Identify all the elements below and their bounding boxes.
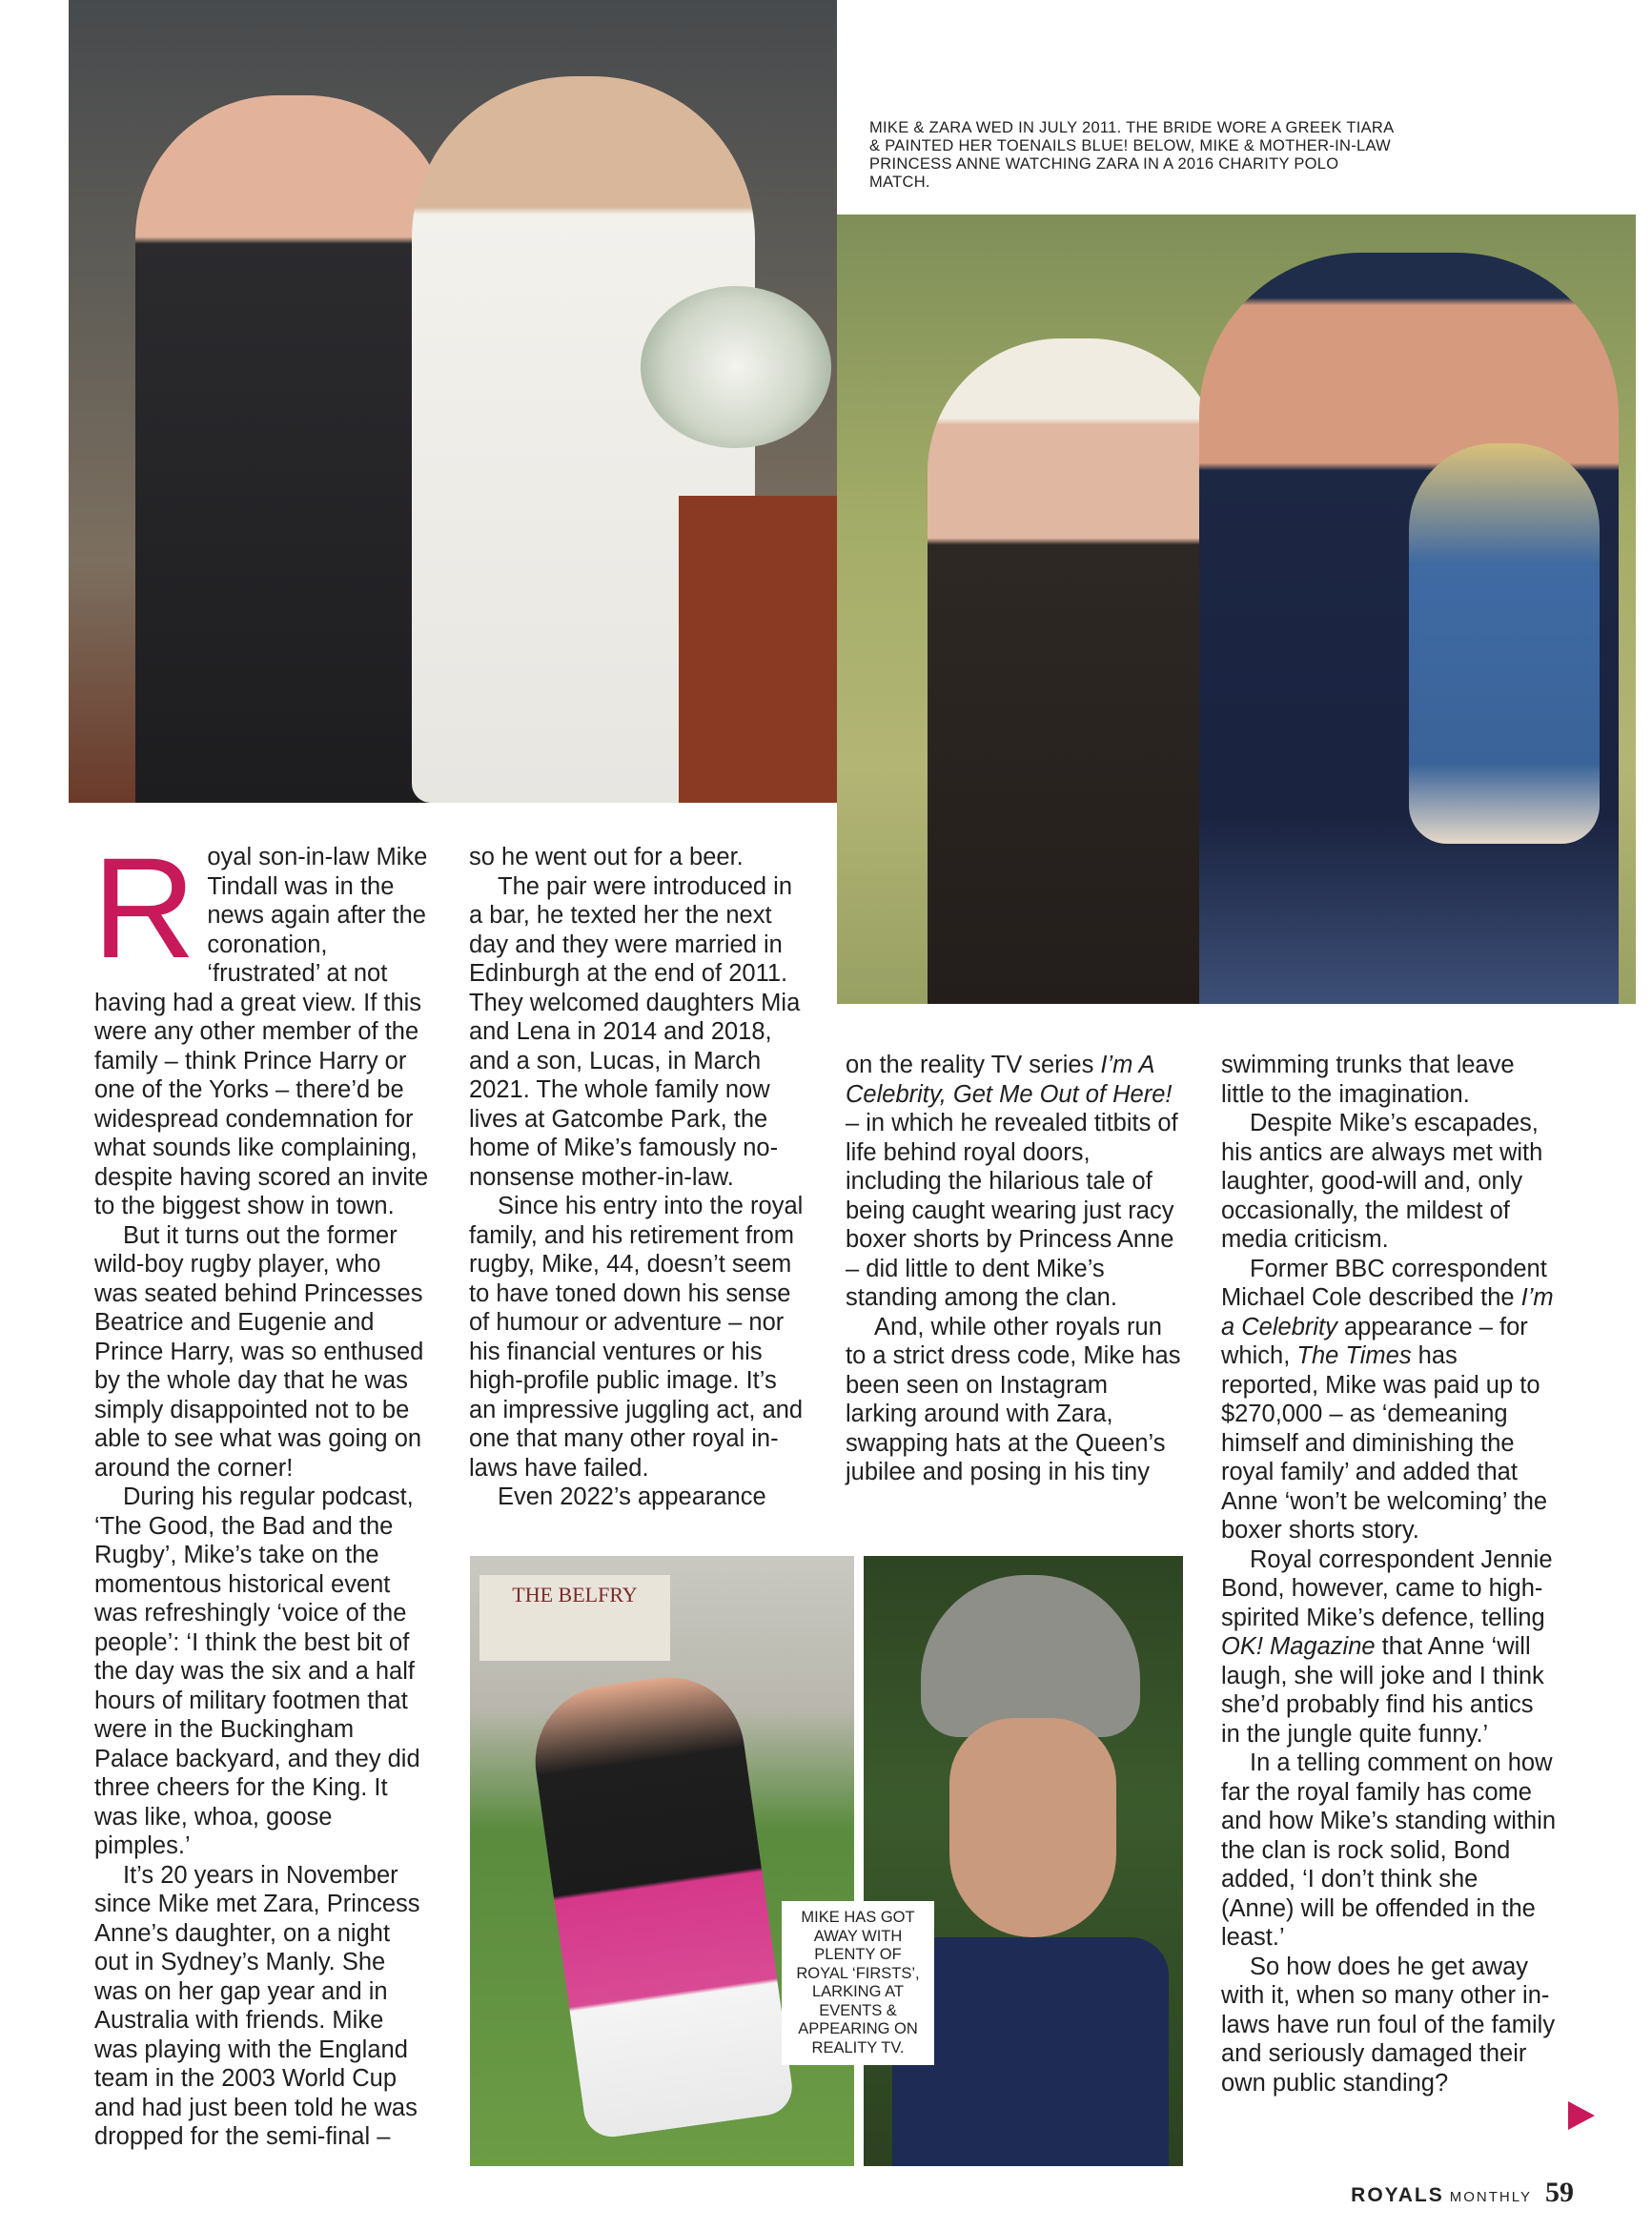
article-column-2 [469, 843, 805, 1512]
paragraph: swimming trunks that leave little to the imagination. [1221, 1052, 1515, 1108]
paragraph: And, while other royals run to a strict dress code, Mike has been seen on Instagram larking around with Zara, swapping hats at the Queen’s jubilee and posing in his tiny [846, 1313, 1181, 1485]
text-run: Royal correspondent Jennie Bond, however, came to high-spirited Mike’s defence, telling [1221, 1545, 1553, 1631]
golf-event-photo [470, 1556, 854, 2166]
wedding-photo [69, 0, 837, 803]
text-run: Former BBC correspondent Michael Cole described the [1221, 1255, 1547, 1311]
photo-caption-top: MIKE & ZARA WED IN JULY 2011. THE BRIDE WORE A GREEK TIARA & PAINTED HER TOENAILS BLUE! BELOW, MIKE & MOTHER-IN-LAW PRINCESS ANNE WATCHING ZARA IN A 2016 CHARITY POLO MATCH. [869, 119, 1394, 191]
text-run: on the reality TV series [846, 1052, 1101, 1078]
text-run: – in which he revealed titbits of life behind royal doors, including the hilarious tale of being caught wearing just racy boxer shorts by Princess Anne – did little to dent Mike’s standing among the clan. [846, 1110, 1178, 1311]
paragraph: so he went out for a beer. [469, 844, 744, 870]
paragraph: Even 2022’s appearance [498, 1483, 766, 1510]
paragraph: So how does he get away with it, when so many other in-laws have run foul of the family and seriously damaged their own public standing? [1221, 1953, 1556, 2097]
photo-caption-bottom: MIKE HAS GOT AWAY WITH PLENTY OF ROYAL ‘FIRSTS’, LARKING AT EVENTS & APPEARING ON REALITY TV. [782, 1901, 934, 2065]
page-footer [1351, 2177, 1574, 2209]
reality-tv-photo [864, 1556, 1183, 2166]
paragraph: Despite Mike’s escapades, his antics are always met with laughter, good-will and, only occasionally, the mildest of media criticism. [1221, 1110, 1543, 1253]
face [949, 1718, 1116, 1937]
paragraph: During his regular podcast, ‘The Good, the Bad and the Rugby’, Mike’s take on the momentous historical event was refreshingly ‘voice of the people’: ‘I think the best bit of the day was the six and a half hours of military footmen that were in the Buckingham Palace backyard, and they did three cheers for the King. It was like, whoa, goose pimples.’ [94, 1483, 420, 1859]
article-column-4 [1221, 1051, 1557, 2097]
text-run: has reported, Mike was paid up to $270,000 – as ‘demeaning himself and diminishing the royal family’ and added that Anne ‘won’t be welcoming’ the boxer shorts story. [1221, 1342, 1548, 1544]
groom-figure [135, 95, 450, 803]
bouquet [641, 286, 831, 448]
polo-match-photo [837, 215, 1636, 1004]
paragraph: But it turns out the former wild-boy rugby player, who was seated behind Princesses Beatrice and Eugenie and Prince Harry, was so enthused by the whole day that he was simply disappointed not to be able to see what was going on around the corner! [94, 1221, 424, 1482]
paragraph: The pair were introduced in a bar, he texted her the next day and they were married in Edinburgh at the end of 2011. They welcomed daughters Mia and Lena in 2014 and 2018, and a son, Lucas, in March 2021. The whole family now lives at Gatcombe Park, the home of Mike’s famously no-nonsense mother-in-law. [469, 872, 801, 1191]
paragraph: Since his entry into the royal family, and his retirement from rugby, Mike, 44, doesn’t seem to have toned down his sense of humour or adventure – nor his financial ventures or his high-profile public image. It’s an impressive juggling act, and one that many other royal in-laws have failed. [469, 1193, 804, 1482]
paragraph [1221, 1255, 1557, 1545]
continue-arrow-icon [1568, 2101, 1595, 2130]
text-run: appearance – for which, [1221, 1313, 1528, 1369]
paragraph [846, 1051, 1181, 1313]
paragraph: In a telling comment on how far the royal family has come and how Mike’s standing within the clan is rock solid, Bond added, ‘I don’t think she (Anne) will be offended in the least.’ [1221, 1749, 1557, 1951]
text-run: that Anne ‘will laugh, she will joke and I think she’d probably find his antics in the jungle quite funny.’ [1221, 1633, 1544, 1748]
child-figure [1409, 443, 1600, 844]
publication-title: OK! Magazine [1221, 1633, 1376, 1660]
princess-anne-figure [928, 338, 1223, 1004]
paragraph: oyal son-in-law Mike Tindall was in the news again after the coronation, ‘frustrated’ at not having had a great view. If this were any other member of the family – think Prince Harry or one of the Yorks – there’d be widespread condemnation for what sounds like complaining, despite having scored an invite to the biggest show in town. [94, 844, 429, 1219]
head-wrap [921, 1575, 1140, 1737]
page-number: 59 [1545, 2177, 1574, 2208]
wooden-bench [679, 496, 837, 803]
magazine-brand: ROYALS [1351, 2184, 1444, 2206]
paragraph: It’s 20 years in November since Mike met Zara, Princess Anne’s daughter, on a night out in Sydney’s Manly. She was on her gap year and in Australia with friends. Mike was playing with the England team in the 2003 World Cup and had just been told he was dropped for the semi-final – [94, 1861, 420, 2150]
article-column-3 [846, 1051, 1181, 1487]
drop-cap: R [92, 828, 196, 988]
article-column-1 [92, 828, 430, 2152]
show-title: I’m A Celebrity, Get Me Out of Here! [846, 1052, 1173, 1108]
magazine-subtitle: MONTHLY [1449, 2189, 1532, 2205]
show-title: I’m a Celebrity [1221, 1284, 1554, 1340]
publication-title: The Times [1296, 1342, 1412, 1369]
tent-sign: THE BELFRY [512, 1583, 638, 1606]
golfer-figure [525, 1667, 795, 2140]
paragraph [1221, 1545, 1557, 1749]
